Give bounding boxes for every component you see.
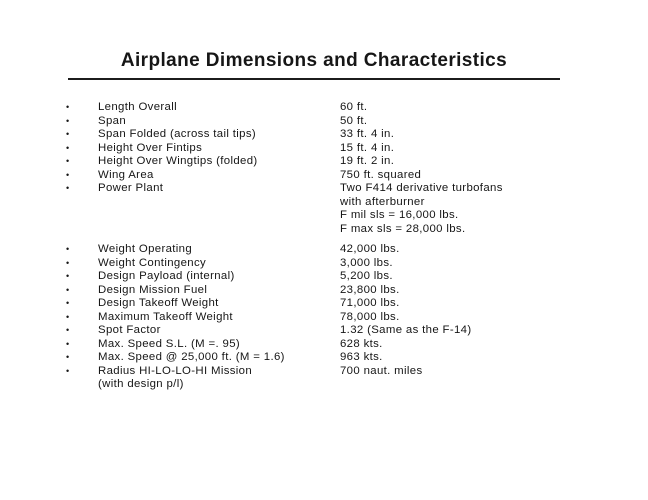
spec-value: 71,000 lbs. xyxy=(340,297,400,309)
spec-value: 19 ft. 2 in. xyxy=(340,155,395,167)
bullet-icon: • xyxy=(66,365,70,376)
spec-value: 3,000 lbs. xyxy=(340,256,393,269)
bullet-icon: • xyxy=(66,352,70,362)
spec-row xyxy=(0,351,648,365)
spec-label: (with design p/l) xyxy=(98,378,184,390)
spec-value: Two F414 derivative turbofans xyxy=(340,182,503,194)
spec-label: Height Over Fintips xyxy=(98,141,203,154)
bullet-icon: • xyxy=(66,244,70,254)
spec-label: Power Plant xyxy=(98,182,164,194)
spec-row xyxy=(0,338,648,352)
spec-label: Max. Speed S.L. (M =. 95) xyxy=(98,337,241,350)
spec-value: 700 naut. miles xyxy=(340,364,423,377)
spec-value: F max sls = 28,000 lbs. xyxy=(340,222,466,235)
spec-label: Wing Area xyxy=(98,168,154,181)
bullet-icon: • xyxy=(66,257,70,268)
spec-label: Design Payload (internal) xyxy=(98,270,235,282)
specification-list xyxy=(0,101,648,392)
spec-value: 78,000 lbs. xyxy=(340,310,400,323)
bullet-icon: • xyxy=(66,183,70,193)
spec-row xyxy=(0,378,648,392)
spec-label: Maximum Takeoff Weight xyxy=(98,310,233,323)
spec-value: 23,800 lbs. xyxy=(340,283,400,296)
bullet-icon: • xyxy=(66,156,70,166)
spec-value: 50 ft. xyxy=(340,114,368,127)
spec-label: Weight Contingency xyxy=(98,256,207,269)
bullet-icon: • xyxy=(66,311,70,322)
spec-row xyxy=(0,270,648,284)
spec-row xyxy=(0,115,648,129)
spec-row xyxy=(0,311,648,325)
bullet-icon: • xyxy=(66,169,70,180)
spec-label: Max. Speed @ 25,000 ft. (M = 1.6) xyxy=(98,351,285,363)
spec-label: Weight Operating xyxy=(98,243,193,255)
spec-value: 963 kts. xyxy=(340,351,383,363)
spec-row xyxy=(0,243,648,257)
spec-value: with afterburner xyxy=(340,195,425,208)
spec-row xyxy=(0,257,648,271)
page-title: Airplane Dimensions and Characteristics xyxy=(120,50,508,71)
spec-row xyxy=(0,223,648,237)
spec-row xyxy=(0,365,648,379)
spec-row xyxy=(0,128,648,142)
spec-value: 60 ft. xyxy=(340,101,368,113)
spec-row xyxy=(0,297,648,311)
bullet-icon: • xyxy=(66,338,70,349)
spec-row xyxy=(0,101,648,115)
spec-value: F mil sls = 16,000 lbs. xyxy=(340,209,459,221)
spec-row xyxy=(0,155,648,169)
spec-value: 1.32 (Same as the F-14) xyxy=(340,324,472,336)
bullet-icon: • xyxy=(66,325,70,335)
spec-label: Span xyxy=(98,114,127,127)
bullet-icon: • xyxy=(66,115,70,126)
spec-label: Design Takeoff Weight xyxy=(98,297,219,309)
bullet-icon: • xyxy=(66,142,70,153)
bullet-icon: • xyxy=(66,129,70,139)
spec-row xyxy=(0,324,648,338)
spec-row xyxy=(0,142,648,156)
spec-row xyxy=(0,182,648,196)
spec-value: 33 ft. 4 in. xyxy=(340,128,395,140)
spec-row xyxy=(0,284,648,298)
bullet-icon: • xyxy=(66,271,70,281)
bullet-icon: • xyxy=(66,102,70,112)
spec-value: 628 kts. xyxy=(340,337,383,350)
bullet-icon: • xyxy=(66,298,70,308)
spec-label: Design Mission Fuel xyxy=(98,283,208,296)
spec-label: Length Overall xyxy=(98,101,177,113)
spec-value: 15 ft. 4 in. xyxy=(340,141,395,154)
spec-value: 5,200 lbs. xyxy=(340,270,393,282)
spec-row xyxy=(0,196,648,210)
bullet-icon: • xyxy=(66,284,70,295)
title-underline xyxy=(68,78,560,80)
spec-row xyxy=(0,169,648,183)
spec-label: Radius HI-LO-LO-HI Mission xyxy=(98,364,253,377)
spec-row xyxy=(0,209,648,223)
spec-label: Span Folded (across tail tips) xyxy=(98,128,257,140)
spec-label: Height Over Wingtips (folded) xyxy=(98,155,258,167)
spec-value: 750 ft. squared xyxy=(340,168,422,181)
spec-label: Spot Factor xyxy=(98,324,161,336)
spec-value: 42,000 lbs. xyxy=(340,243,400,255)
